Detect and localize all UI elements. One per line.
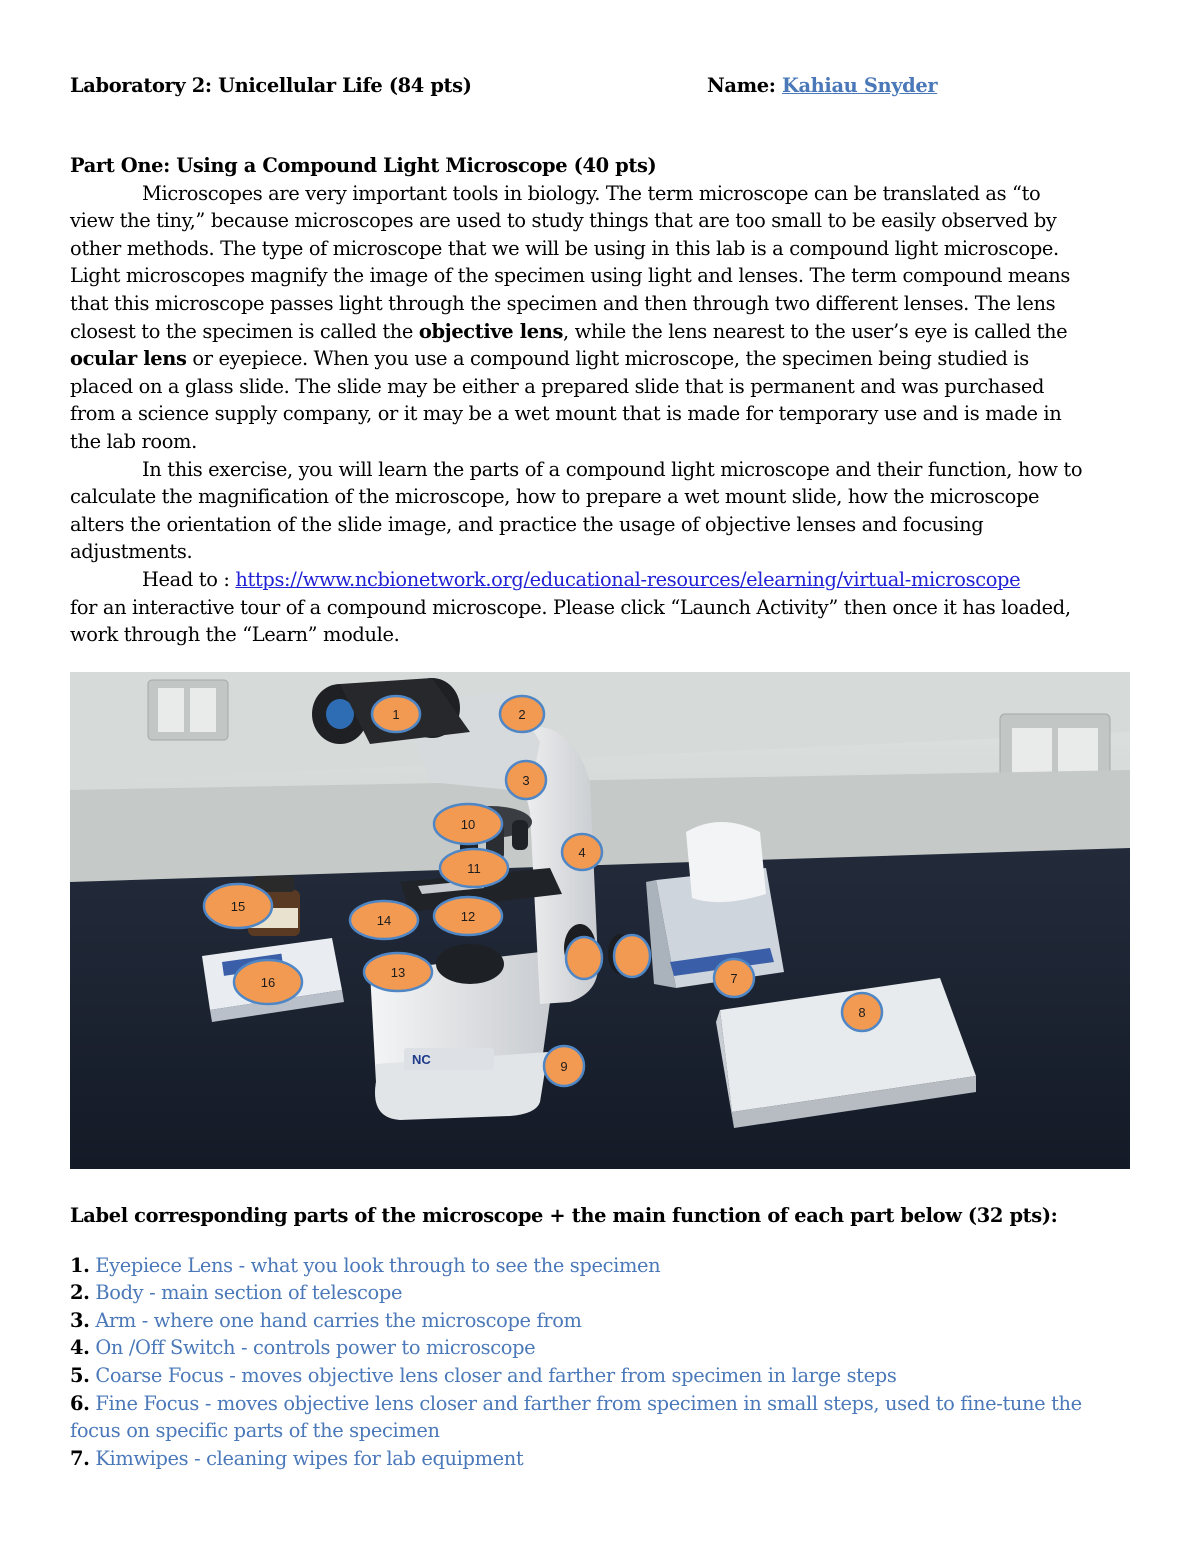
marker-10	[434, 804, 502, 844]
microscope-scene-svg	[70, 672, 1130, 1169]
microscope-figure	[70, 672, 1130, 1169]
p1-line-4: Light microscopes magnify the image of the specimen using light and lenses. The term compound means	[70, 264, 1071, 288]
labels-instruction: Label corresponding parts of the microscope + the main function of each part below (32 pts):	[70, 1204, 1058, 1227]
p1-line-6a: closest to the specimen is called the	[70, 319, 419, 343]
svg-text:4: 4	[578, 845, 586, 860]
svg-text:10: 10	[460, 817, 476, 832]
answer-7: 7. Kimwipes - cleaning wipes for lab equipment	[70, 1446, 524, 1470]
part-one-heading: Part One: Using a Compound Light Microscope (40 pts)	[70, 154, 657, 177]
p1-line-5: that this microscope passes light through the specimen and then through two different lenses. The lens	[70, 291, 1056, 315]
marker-1	[372, 696, 420, 732]
p3-line-1	[70, 566, 1130, 594]
p1-line-6c: , while the lens nearest to the user’s eye is called the	[563, 319, 1068, 343]
svg-text:6: 6	[628, 949, 636, 964]
svg-text:2: 2	[518, 707, 526, 722]
marker-6	[614, 935, 650, 977]
p1-line-6	[70, 318, 1130, 346]
svg-text:11: 11	[467, 861, 481, 876]
name-label: Name:	[707, 74, 776, 97]
p3-line-3: work through the “Learn” module.	[70, 623, 400, 647]
virtual-microscope-link[interactable]: https://www.ncbionetwork.org/educational-resources/elearning/virtual-microscope	[235, 567, 1021, 591]
name-block	[707, 72, 937, 100]
marker-15	[204, 884, 272, 928]
p2-line-3: alters the orientation of the slide image, and practice the usage of objective lenses and focusing	[70, 512, 984, 536]
svg-text:3: 3	[522, 773, 530, 788]
svg-text:13: 13	[390, 965, 406, 980]
marker-12	[434, 897, 502, 935]
svg-text:7: 7	[730, 971, 738, 986]
condenser	[436, 944, 504, 984]
left-outlet	[148, 680, 228, 740]
p1-line-8: placed on a glass slide. The slide may be either a prepared slide that is permanent and was purchased	[70, 374, 1045, 398]
marker-5	[566, 937, 602, 979]
marker-14	[350, 901, 418, 939]
base-brand-text: NC	[412, 1052, 431, 1067]
head-to-text: Head to :	[142, 567, 236, 591]
svg-text:14: 14	[376, 913, 392, 928]
p1-line-1: Microscopes are very important tools in biology. The term microscope can be translated as “to	[142, 181, 1041, 205]
p2-line-2: calculate the magnification of the microscope, how to prepare a wet mount slide, how the microscope	[70, 485, 1040, 509]
labels-section	[70, 1202, 1130, 1472]
marker-11	[440, 849, 508, 887]
marker-16	[234, 960, 302, 1004]
svg-text:5: 5	[580, 951, 588, 966]
svg-text:16: 16	[260, 975, 276, 990]
answer-5: 5. Coarse Focus - moves objective lens closer and farther from specimen in large steps	[70, 1363, 897, 1387]
p3-line-2: for an interactive tour of a compound microscope. Please click “Launch Activity” then once it has loaded,	[70, 595, 1071, 619]
marker-9	[544, 1046, 584, 1086]
svg-text:15: 15	[230, 899, 246, 914]
objective-lens-term: objective lens	[418, 319, 564, 343]
marker-3	[506, 761, 546, 799]
document-page	[70, 72, 1130, 649]
ocular-lens-term: ocular lens	[70, 347, 187, 371]
marker-7	[714, 959, 754, 997]
p1-line-10: the lab room.	[70, 429, 197, 453]
p1-line-9: from a science supply company, or it may be a wet mount that is made for temporary use and is made in	[70, 402, 1062, 426]
answer-4: 4. On /Off Switch - controls power to microscope	[70, 1336, 536, 1360]
p2-line-1: In this exercise, you will learn the parts of a compound light microscope and their function, how to	[142, 457, 1083, 481]
svg-text:12: 12	[460, 909, 476, 924]
lab-title: Laboratory 2: Unicellular Life (84 pts)	[70, 74, 472, 97]
answer-2: 2. Body - main section of telescope	[70, 1281, 403, 1305]
name-value: Kahiau Snyder	[781, 74, 938, 97]
marker-4	[562, 834, 602, 870]
answer-3: 3. Arm - where one hand carries the microscope from	[70, 1308, 582, 1332]
svg-text:1: 1	[392, 707, 400, 722]
p1-line-7	[70, 345, 1130, 373]
p1-line-2: view the tiny,” because microscopes are used to study things that are too small to be easily observed by	[70, 209, 1057, 233]
answer-6: 6. Fine Focus - moves objective lens closer and farther from specimen in small steps, used to fine-tune the	[70, 1391, 1082, 1415]
answer-6-continued: focus on specific parts of the specimen	[70, 1419, 440, 1443]
marker-13	[364, 953, 432, 991]
header-row	[70, 72, 1130, 100]
answer-1: 1. Eyepiece Lens - what you look through to see the specimen	[70, 1253, 661, 1277]
p1-line-3: other methods. The type of microscope that we will be using in this lab is a compound light microscope.	[70, 236, 1059, 260]
marker-2	[500, 696, 544, 732]
svg-text:8: 8	[858, 1005, 866, 1020]
p2-line-4: adjustments.	[70, 540, 193, 564]
marker-8	[842, 993, 882, 1031]
svg-text:9: 9	[560, 1059, 568, 1074]
p1-line-7b: or eyepiece. When you use a compound light microscope, the specimen being studied is	[186, 347, 1029, 371]
